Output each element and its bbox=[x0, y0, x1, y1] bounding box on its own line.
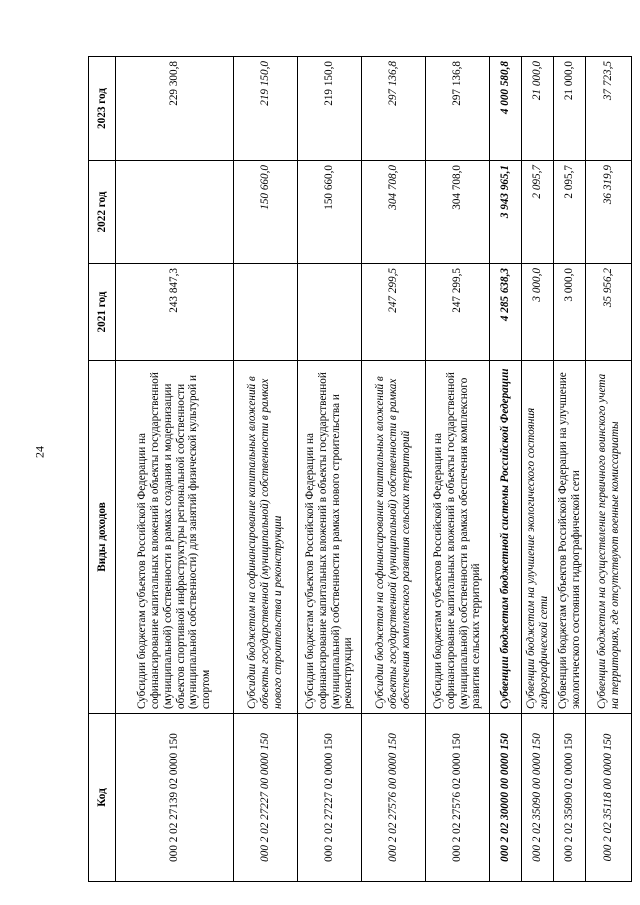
cell-2023: 4 000 580,8 bbox=[490, 57, 522, 161]
table-row bbox=[522, 57, 554, 882]
cell-2022: 2 095,7 bbox=[522, 161, 554, 264]
cell-2021: 247 299,5 bbox=[362, 264, 426, 361]
cell-name: Субвенции бюджетам субъектов Российской Федерации на улучшение экологического состояния гидрографической сети bbox=[554, 361, 586, 714]
table-row bbox=[586, 57, 632, 882]
cell-2022 bbox=[116, 161, 234, 264]
cell-code: 000 2 02 27227 00 0000 150 bbox=[234, 714, 298, 882]
cell-2023: 297 136,8 bbox=[426, 57, 490, 161]
cell-2021: 3 000,0 bbox=[554, 264, 586, 361]
cell-code: 000 2 02 35090 02 0000 150 bbox=[554, 714, 586, 882]
cell-2023: 21 000,0 bbox=[554, 57, 586, 161]
cell-2021 bbox=[234, 264, 298, 361]
cell-code: 000 2 02 35118 00 0000 150 bbox=[586, 714, 632, 882]
cell-2021: 247 299,5 bbox=[426, 264, 490, 361]
table-row bbox=[298, 57, 362, 882]
table-row bbox=[362, 57, 426, 882]
cell-name: Субсидии бюджетам субъектов Российской Федерации на софинансирование капитальных вложений в объекты государственной (муниципальной) собственности в рамках обеспечения комплексного развития сельских территорий bbox=[426, 361, 490, 714]
cell-2022: 304 708,0 bbox=[362, 161, 426, 264]
cell-name: Субвенции бюджетам на улучшение экологического состояния гидрографической сети bbox=[522, 361, 554, 714]
table-row bbox=[490, 57, 522, 882]
cell-code: 000 2 02 27576 00 0000 150 bbox=[362, 714, 426, 882]
cell-2022: 304 708,0 bbox=[426, 161, 490, 264]
header-name: Виды доходов bbox=[89, 361, 116, 714]
cell-code: 000 2 02 27576 02 0000 150 bbox=[426, 714, 490, 882]
table-header-row bbox=[89, 57, 116, 882]
cell-2021: 3 000,0 bbox=[522, 264, 554, 361]
revenue-table bbox=[88, 56, 632, 882]
cell-code: 000 2 02 27227 02 0000 150 bbox=[298, 714, 362, 882]
cell-2023: 297 136,8 bbox=[362, 57, 426, 161]
cell-name: Субвенции бюджетам на осуществление первичного воинского учета на территориях, где отсутствуют военные комиссариаты bbox=[586, 361, 632, 714]
cell-name: Субвенции бюджетам бюджетной системы Российской Федерации bbox=[490, 361, 522, 714]
cell-2021: 243 847,3 bbox=[116, 264, 234, 361]
revenue-table-container bbox=[88, 57, 621, 882]
cell-code: 000 2 02 27139 02 0000 150 bbox=[116, 714, 234, 882]
cell-name: Субсидии бюджетам субъектов Российской Федерации на софинансирование капитальных вложений в объекты государственной (муниципальной) собственности в рамках создания и модернизации объектов спортивной инфраструктуры региональной собственности (муниципальной собственности) для занятий физической культурой и спортом bbox=[116, 361, 234, 714]
cell-2023: 219 150,0 bbox=[234, 57, 298, 161]
cell-2022: 3 943 965,1 bbox=[490, 161, 522, 264]
cell-2021 bbox=[298, 264, 362, 361]
cell-name: Субсидии бюджетам субъектов Российской Федерации на софинансирование капитальных вложений в объекты государственной (муниципальной) собственности в рамках нового строительства и реконструкции bbox=[298, 361, 362, 714]
cell-2023: 37 723,5 bbox=[586, 57, 632, 161]
cell-2022: 36 319,9 bbox=[586, 161, 632, 264]
cell-code: 000 2 02 35090 00 0000 150 bbox=[522, 714, 554, 882]
cell-2023: 21 000,0 bbox=[522, 57, 554, 161]
cell-2023: 229 300,8 bbox=[116, 57, 234, 161]
table-row bbox=[426, 57, 490, 882]
header-code: Код bbox=[89, 714, 116, 882]
table-row bbox=[554, 57, 586, 882]
cell-name: Субсидии бюджетам на софинансирование капитальных вложений в объекты государственной (муниципальной) собственности в рамках нового строительства и реконструкции bbox=[234, 361, 298, 714]
header-2023: 2023 год bbox=[89, 57, 116, 161]
header-2022: 2022 год bbox=[89, 161, 116, 264]
cell-2022: 2 095,7 bbox=[554, 161, 586, 264]
table-row bbox=[116, 57, 234, 882]
cell-2023: 219 150,0 bbox=[298, 57, 362, 161]
table-row bbox=[234, 57, 298, 882]
cell-code: 000 2 02 30000 00 0000 150 bbox=[490, 714, 522, 882]
header-2021: 2021 год bbox=[89, 264, 116, 361]
cell-2021: 4 285 638,3 bbox=[490, 264, 522, 361]
cell-2022: 150 660,0 bbox=[298, 161, 362, 264]
cell-name: Субсидии бюджетам на софинансирование капитальных вложений в объекты государственной (муниципальной) собственности в рамках обеспечения комплексного развития сельских территорий bbox=[362, 361, 426, 714]
cell-2022: 150 660,0 bbox=[234, 161, 298, 264]
page-number: 24 bbox=[32, 446, 47, 458]
cell-2021: 35 956,2 bbox=[586, 264, 632, 361]
